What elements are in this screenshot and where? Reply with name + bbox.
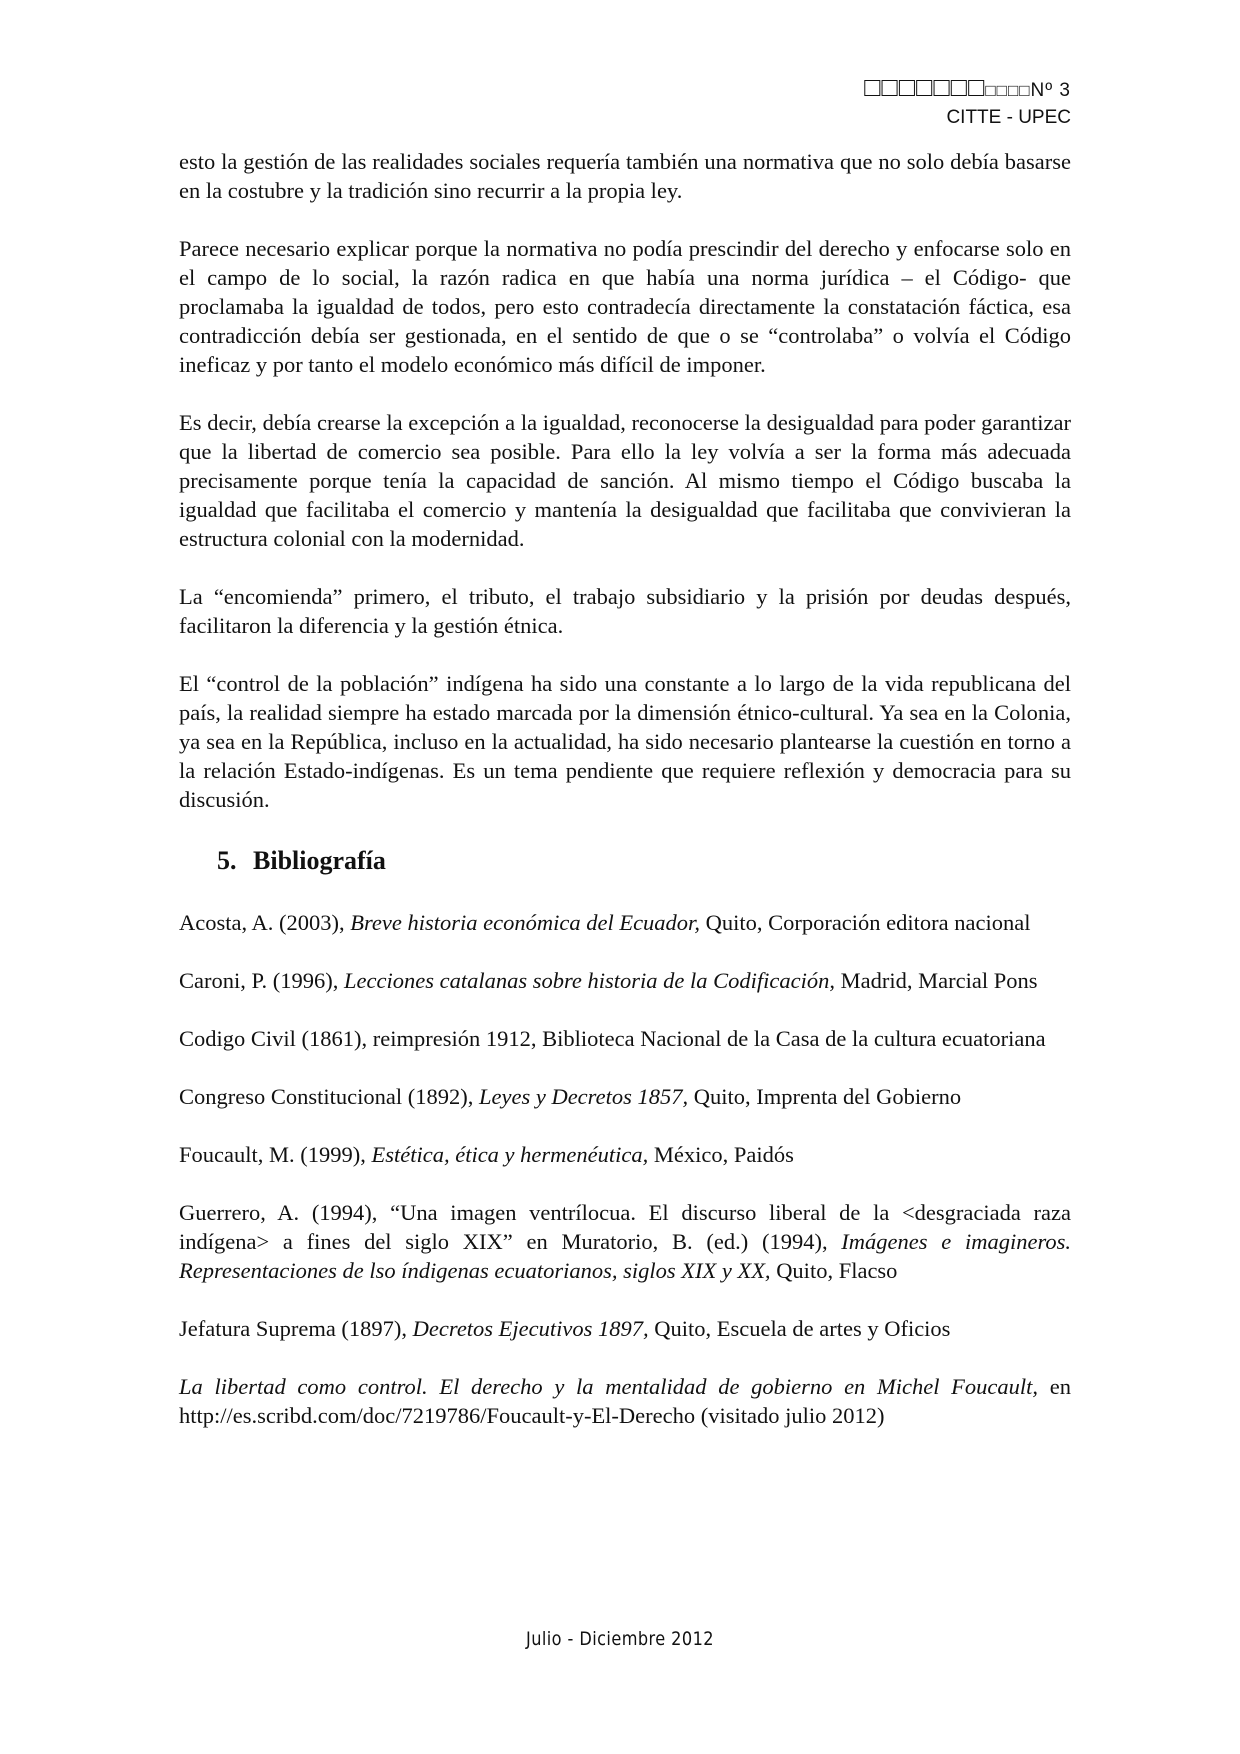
reference-title: Decretos Ejecutivos 1897, <box>412 1316 649 1341</box>
reference-title: Lecciones catalanas sobre historia de la Codificación, <box>344 968 835 993</box>
running-header <box>864 74 1071 131</box>
reference-text: Foucault, M. (1999), <box>179 1142 372 1167</box>
reference-entry <box>179 1314 1071 1343</box>
reference-text: Congreso Constitucional (1892), <box>179 1084 479 1109</box>
header-glyph-boxes: □□□□□□□ <box>864 72 986 102</box>
body-paragraph: El “control de la población” indígena ha sido una constante a lo largo de la vida republicana del país, la realidad siempre ha estado marcada por la dimensión étnico-cultural. Ya sea en la Colonia, ya sea en la República, incluso en la actualidad, ha sido necesario plantearse la cuestión en torno a la relación Estado-indígenas. Es un tema pendiente que requiere reflexión y democracia para su discusión. <box>179 671 1071 812</box>
reference-text: Jefatura Suprema (1897), <box>179 1316 413 1341</box>
reference-entry <box>179 1140 1071 1169</box>
reference-text: México, Paidós <box>648 1142 794 1167</box>
reference-text: Caroni, P. (1996), <box>179 968 344 993</box>
reference-entry <box>179 966 1071 995</box>
reference-entry <box>179 1082 1071 1111</box>
header-issue-line <box>864 74 1071 104</box>
reference-text: Quito, Corporación editora nacional <box>699 910 1031 935</box>
reference-text: en http://es.scribd.com/doc/7219786/Foucault-y-El-Derecho (visitado julio 2012) <box>179 1374 1071 1428</box>
reference-title: Leyes y Decretos 1857, <box>478 1084 689 1109</box>
reference-text: Quito, Flacso <box>770 1258 898 1283</box>
reference-entry <box>179 908 1071 937</box>
reference-text: Codigo Civil (1861), reimpresión 1912, Biblioteca Nacional de la Casa de la cultura ecuatoriana <box>179 1026 1046 1051</box>
reference-title: La libertad como control. El derecho y la mentalidad de gobierno en Michel Foucault, <box>179 1374 1039 1399</box>
body-paragraph: Parece necesario explicar porque la normativa no podía prescindir del derecho y enfocarse solo en el campo de lo social, la razón radica en que había una norma jurídica – el Código- que proclamaba la igualdad de todos, pero esto contradecía directamente la constatación fáctica, esa contradicción debía ser gestionada, en el sentido de que o se “controlaba” o volvía el Código ineficaz y por tanto el modelo económico más difícil de imponer. <box>179 236 1071 377</box>
header-issue-number: Nº 3 <box>1030 80 1071 101</box>
reference-title: Estética, ética y hermenéutica, <box>371 1142 649 1167</box>
header-glyph-boxes-small: □□□□ <box>985 81 1031 100</box>
reference-text: Quito, Escuela de artes y Oficios <box>648 1316 951 1341</box>
reference-title: Imágenes e imagineros. Representaciones de lso índigenas ecuatorianos, siglos XIX y XX, <box>179 1229 1071 1283</box>
body-paragraph: Es decir, debía crearse la excepción a la igualdad, reconocerse la desigualdad para poder garantizar que la libertad de comercio sea posible. Para ello la ley volvía a ser la forma más adecuada precisamente porque tenía la capacidad de sanción. Al mismo tiempo el Código buscaba la igualdad que facilitaba el comercio y mantenía la desigualdad que facilitaba que convivieran la estructura colonial con la modernidad. <box>179 410 1071 551</box>
section-heading <box>179 843 1071 879</box>
section-number: 5. <box>217 846 237 875</box>
reference-title: Breve historia económica del Ecuador, <box>350 910 700 935</box>
body-paragraph: La “encomienda” primero, el tributo, el trabajo subsidiario y la prisión por deudas después, facilitaron la diferencia y la gestión étnica. <box>179 584 1071 638</box>
header-organization: CITTE - UPEC <box>946 107 1071 128</box>
reference-text: Acosta, A. (2003), <box>179 910 351 935</box>
reference-text: Quito, Imprenta del Gobierno <box>688 1084 962 1109</box>
section-title: Bibliografía <box>253 846 386 875</box>
running-footer: Julio - Diciembre 2012 <box>526 1628 714 1650</box>
reference-text: Guerrero, A. (1994), “Una imagen ventrílocua. El discurso liberal de la <desgraciada raza indígena> a fines del siglo XIX” en Muratorio, B. (ed.) (1994), <box>179 1200 1071 1254</box>
document-body <box>179 147 1071 1459</box>
reference-entry <box>179 1024 1071 1053</box>
reference-entry <box>179 1372 1071 1430</box>
reference-text: Madrid, Marcial Pons <box>835 968 1038 993</box>
reference-entry <box>179 1198 1071 1285</box>
body-paragraph: esto la gestión de las realidades sociales requería también una normativa que no solo debía basarse en la costubre y la tradición sino recurrir a la propia ley. <box>179 149 1071 203</box>
